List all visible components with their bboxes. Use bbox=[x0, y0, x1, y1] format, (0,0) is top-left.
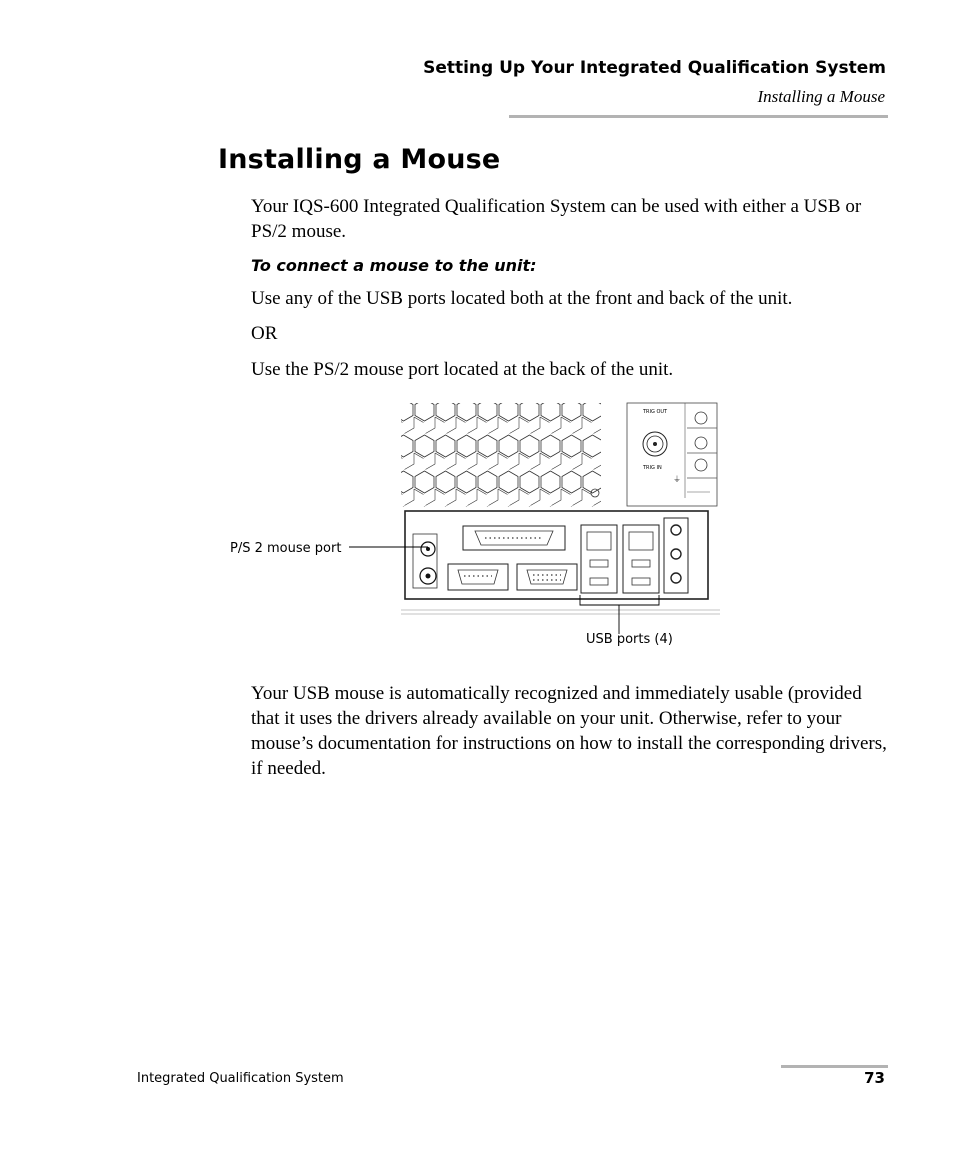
usb-callout-bracket bbox=[580, 595, 659, 605]
serial-port bbox=[448, 564, 508, 590]
rear-panel-illustration bbox=[225, 398, 725, 658]
usb-port-icon bbox=[632, 560, 650, 567]
usb-port-icon bbox=[632, 578, 650, 585]
trig-in-label: TRIG IN bbox=[643, 465, 662, 471]
page-number: 73 bbox=[864, 1069, 885, 1087]
trigger-panel bbox=[627, 403, 717, 506]
vent-grille bbox=[401, 403, 601, 507]
lan-usb-stack-2 bbox=[623, 525, 659, 593]
svg-text:⏚: ⏚ bbox=[673, 475, 681, 484]
audio-jack-block bbox=[664, 518, 688, 593]
step-usb-text: Use any of the USB ports located both at the front and back of the unit. bbox=[251, 288, 793, 309]
footer-document-title: Integrated Qualification System bbox=[137, 1071, 344, 1086]
io-plate bbox=[405, 511, 708, 599]
step-ps2-text: Use the PS/2 mouse port located at the back of the unit. bbox=[251, 359, 674, 380]
closing-paragraph: Your USB mouse is automatically recognized and immediately usable (provided that it uses the drivers already available on your unit. Otherwise, refer to your mouse’s documentation for instructions on how to install the corresponding drivers, if needed. bbox=[251, 683, 887, 779]
trig-out-label: TRIG OUT bbox=[643, 409, 668, 415]
or-text: OR bbox=[251, 323, 278, 344]
running-header-chapter: Setting Up Your Integrated Qualification System bbox=[423, 58, 886, 78]
usb-port-icon bbox=[590, 560, 608, 567]
usb-callout-label: USB ports (4) bbox=[586, 632, 673, 647]
ethernet-port-icon bbox=[629, 532, 653, 550]
section-heading: Installing a Mouse bbox=[218, 144, 501, 175]
rear-panel-figure bbox=[225, 398, 725, 663]
audio-jack-icon bbox=[671, 525, 681, 535]
audio-jack-icon bbox=[671, 573, 681, 583]
audio-jack-icon bbox=[671, 549, 681, 559]
usb-port-icon bbox=[590, 578, 608, 585]
intro-paragraph: Your IQS-600 Integrated Qualification System can be used with either a USB or PS/2 mouse. bbox=[251, 196, 862, 242]
vga-port bbox=[517, 564, 577, 590]
ps2-callout-label: P/S 2 mouse port bbox=[230, 541, 342, 556]
running-header-section: Installing a Mouse bbox=[757, 87, 885, 106]
lan-usb-stack-1 bbox=[581, 525, 617, 593]
header-rule bbox=[509, 115, 888, 118]
procedure-title: To connect a mouse to the unit: bbox=[251, 256, 537, 275]
footer-rule bbox=[781, 1065, 888, 1068]
ethernet-port-icon bbox=[587, 532, 611, 550]
